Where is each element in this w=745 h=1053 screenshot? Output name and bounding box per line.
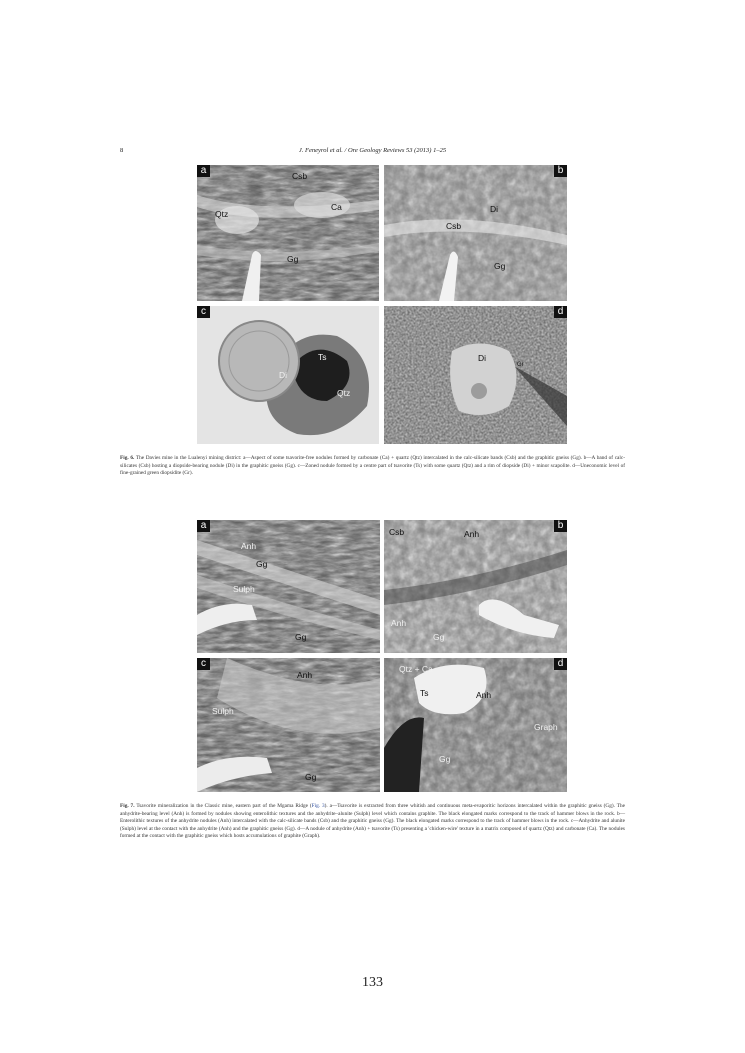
fig6-caption bbox=[120, 455, 625, 478]
fig6-panel-b-photo bbox=[384, 165, 567, 301]
running-head: J. Feneyrol et al. / Ore Geology Reviews 53 (2013) 1–25 bbox=[298, 147, 447, 154]
fig6-panel-c-letter: c bbox=[197, 306, 210, 318]
fig7-panel-c-letter: c bbox=[197, 658, 210, 670]
fig6-d-label-di: Di bbox=[478, 353, 487, 363]
fig6-caption-text: The Davies mine in the Lualenyi mining district: a—Aspect of some tsavorite-free nodules formed by carbonate (Ca) + quartz (Qtz) intercalated in the calc-silicate bands (Csb) and the graphitic gneiss (Gg). b—A band of calc-silicates (Csb) hosting a diopside-bearing nodule (Di) in the graphitic gneiss (Gg). c—Zoned nodule formed by a centre part of tsavorite (Ts) with some quartz (Qtz) and a rim of diopside (Di) + minor scapolite. d—Uneconomic level of fine-grained green diopsidite (Gr). bbox=[120, 455, 625, 477]
fig6-panel-c-photo bbox=[197, 306, 379, 444]
fig6-c-label-di: Di bbox=[279, 370, 288, 380]
fig6-panel-d-letter: d bbox=[554, 306, 567, 318]
fig6-a-label-ca: Ca bbox=[331, 202, 342, 212]
fig7-caption bbox=[120, 803, 625, 841]
fig6-a-label-csb: Csb bbox=[292, 171, 308, 181]
fig7-caption-text-2: ). a—Tsavorite is extracted from three whitish and continuous meta-evaporitic horizons intercalated within the graphitic gneiss (Gg). The anhydrite-bearing level (Anh) is formed by nodules showing enterolithic textures and the anhydrite–alunite (Sulph) level which contains graphite. The black elongated marks correspond to the track of hammer blows in the rock. b—Enterolithic textures of the anhydrite nodules (Anh) intercalated with the calc-silicate bands (Csb) and the graphitic gneiss (Gg). The black elongated marks correspond to the track of hammer blows in the rock. c—Anhydrite and alunite (Sulph) level at the contact with the anhydrite (Anh) and the graphitic gneiss (Gg). d—A nodule of anhydrite (Anh) + tsavorite (Ts) presenting a 'chicken-wire' texture in a matrix composed of quartz (Qtz) and carbonate (Ca). The nodules formed at the contact with the graphitic gneiss which hosts accumulations of graphite (Graph). bbox=[120, 803, 625, 840]
fig7-c-label-sulph: Sulph bbox=[212, 706, 234, 716]
page-number: 8 bbox=[120, 147, 124, 154]
fig7-caption-link[interactable]: Fig. 3 bbox=[311, 803, 325, 809]
fig7-b-label-csb: Csb bbox=[389, 527, 405, 537]
fig6-a-label-qtz: Qtz bbox=[215, 209, 229, 219]
fig7-b-label-gg: Gg bbox=[433, 632, 445, 642]
footer-page-number: 133 bbox=[362, 975, 383, 990]
fig7-b-label-anh-2: Anh bbox=[391, 618, 407, 628]
fig7-panel-d-letter: d bbox=[554, 658, 567, 670]
fig7-panel-a-photo bbox=[197, 520, 380, 653]
fig6-b-label-csb: Csb bbox=[446, 221, 462, 231]
fig7-d-label-ts: Ts bbox=[420, 688, 429, 698]
fig7-caption-label: Fig. 7. bbox=[120, 803, 135, 809]
fig7-a-label-gg-2: Gg bbox=[295, 632, 307, 642]
fig7-panel-a-letter: a bbox=[197, 520, 210, 532]
fig6-panel-b-letter: b bbox=[554, 165, 567, 177]
fig6-b-label-di: Di bbox=[490, 204, 499, 214]
fig7-panel-c-photo bbox=[197, 658, 380, 792]
fig7-d-label-graph: Graph bbox=[534, 722, 558, 732]
fig7-caption-text-1: Tsavorite mineralization in the Classic mine, eastern part of the Mgama Ridge ( bbox=[134, 803, 312, 809]
fig6-d-label-gr: Gr bbox=[517, 362, 524, 368]
fig6-a-label-gg: Gg bbox=[287, 254, 299, 264]
fig7-d-label-qtz-ca: Qtz + Ca bbox=[399, 664, 433, 674]
fig6-c-label-qtz: Qtz bbox=[337, 388, 351, 398]
fig7-panel-b-photo bbox=[384, 520, 567, 653]
fig7-a-label-gg-1: Gg bbox=[256, 559, 268, 569]
fig7-d-label-anh: Anh bbox=[476, 690, 492, 700]
fig7-panel-d-photo bbox=[384, 658, 567, 792]
fig7-c-label-anh: Anh bbox=[297, 670, 313, 680]
fig7-a-label-sulph: Sulph bbox=[233, 584, 255, 594]
fig6-caption-label: Fig. 6. bbox=[120, 455, 135, 461]
fig7-d-label-gg: Gg bbox=[439, 754, 451, 764]
fig7-b-label-anh-1: Anh bbox=[464, 529, 480, 539]
fig6-panel-a-letter: a bbox=[197, 165, 210, 177]
fig7-panel-b-letter: b bbox=[554, 520, 567, 532]
fig7-a-label-anh: Anh bbox=[241, 541, 257, 551]
fig7-c-label-gg: Gg bbox=[305, 772, 317, 782]
fig6-c-label-ts: Ts bbox=[318, 352, 327, 362]
fig6-panel-d-photo bbox=[384, 306, 567, 444]
fig6-panel-a-photo bbox=[197, 165, 379, 301]
fig6-b-label-gg: Gg bbox=[494, 261, 506, 271]
